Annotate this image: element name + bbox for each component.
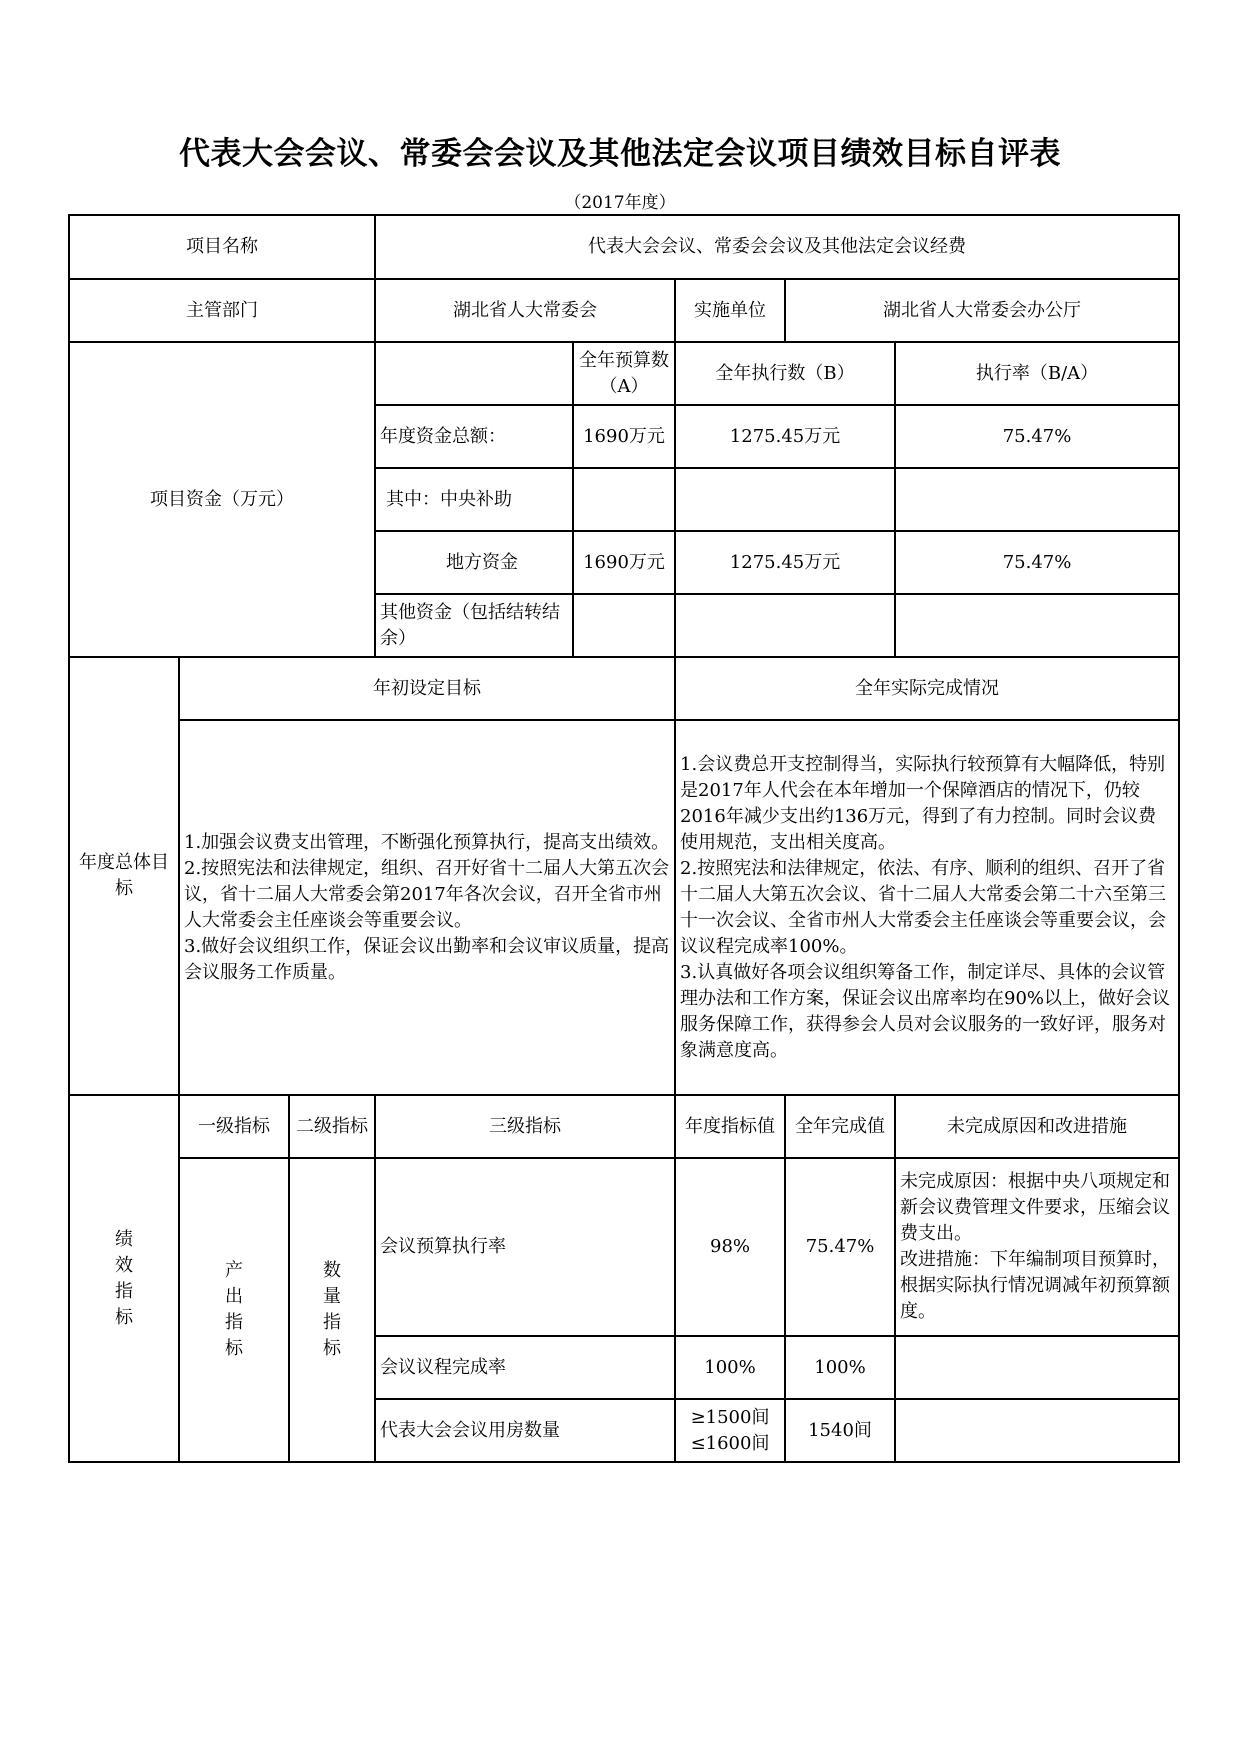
funds-row-other-budget xyxy=(573,594,675,657)
funds-label: 项目资金（万元） xyxy=(69,342,375,657)
unit-label: 实施单位 xyxy=(675,279,785,342)
goals-actual-line: 1.会议费总开支控制得当，实际执行较预算有大幅降低，特别是2017年人代会在本年增加一个保障酒店的情况下，仍较2016年减少支出约136万元，得到了有力控制。同时会议费使用规范，支出相关度高。 xyxy=(680,753,1166,853)
funds-row-other-exec xyxy=(675,594,895,657)
funds-row-local-label: 地方资金 xyxy=(375,531,573,594)
funds-col-exec: 全年执行数（B） xyxy=(675,342,895,405)
funds-col-budget: 全年预算数（A） xyxy=(573,342,675,405)
indicator-row-target: 100% xyxy=(675,1336,785,1399)
indicators-col-level3: 三级指标 xyxy=(375,1095,675,1158)
funds-row-total-exec: 1275.45万元 xyxy=(675,405,895,468)
funds-row-total-rate: 75.47% xyxy=(895,405,1179,468)
dept-value: 湖北省人大常委会 xyxy=(375,279,675,342)
indicator-row-name: 会议议程完成率 xyxy=(375,1336,675,1399)
funds-row-local-exec: 1275.45万元 xyxy=(675,531,895,594)
funds-col-rate: 执行率（B/A） xyxy=(895,342,1179,405)
funds-row-central-exec xyxy=(675,468,895,531)
indicators-col-actual: 全年完成值 xyxy=(785,1095,895,1158)
project-name-label: 项目名称 xyxy=(69,215,375,279)
funds-row-local-budget: 1690万元 xyxy=(573,531,675,594)
funds-row-local-rate: 75.47% xyxy=(895,531,1179,594)
goals-actual-line: 2.按照宪法和法律规定，依法、有序、顺利的组织、召开了省十二届人大第五次会议、省十二届人大常委会第二十六至第三十一次会议、全省市州人大常委会主任座谈会等重要会议，会议议程完成率100%。 xyxy=(680,857,1167,957)
indicators-col-reason: 未完成原因和改进措施 xyxy=(895,1095,1179,1158)
indicator-reason-line: 改进措施：下年编制项目预算时，根据实际执行情况调减年初预算额度。 xyxy=(900,1249,1171,1322)
funds-row-other-rate xyxy=(895,594,1179,657)
indicator-target-line: ≤1600间 xyxy=(690,1432,770,1454)
goals-set-line: 1.加强会议费支出管理，不断强化预算执行，提高支出绩效。 xyxy=(184,831,670,853)
page-subtitle: （2017年度） xyxy=(564,193,676,213)
indicators-col-target: 年度指标值 xyxy=(675,1095,785,1158)
goals-set-text xyxy=(179,720,675,1095)
indicator-row-target: 98% xyxy=(675,1158,785,1336)
evaluation-table xyxy=(68,214,1180,1463)
indicator-target-line: ≥1500间 xyxy=(690,1406,770,1428)
indicators-label: 绩 效 指 标 xyxy=(69,1095,179,1462)
goals-actual-text xyxy=(675,720,1179,1095)
project-name-value: 代表大会会议、常委会会议及其他法定会议经费 xyxy=(375,215,1179,279)
indicator-row-target xyxy=(675,1399,785,1462)
unit-value: 湖北省人大常委会办公厅 xyxy=(785,279,1179,342)
indicator-row-actual: 1540间 xyxy=(785,1399,895,1462)
goals-label: 年度总体目标 xyxy=(69,657,179,1095)
funds-row-central-budget xyxy=(573,468,675,531)
goals-actual-header: 全年实际完成情况 xyxy=(675,657,1179,720)
page-title: 代表大会会议、常委会会议及其他法定会议项目绩效目标自评表 xyxy=(179,136,1061,172)
indicators-col-level2: 二级指标 xyxy=(289,1095,375,1158)
goals-set-header: 年初设定目标 xyxy=(179,657,675,720)
funds-row-other-label: 其他资金（包括结转结余） xyxy=(375,594,573,657)
indicator-row-reason xyxy=(895,1399,1179,1462)
indicator-row-actual: 100% xyxy=(785,1336,895,1399)
goals-set-line: 2.按照宪法和法律规定，组织、召开好省十二届人大第五次会议，省十二届人大常委会第2017年各次会议，召开全省市州人大常委会主任座谈会等重要会议。 xyxy=(184,857,670,931)
indicator-row-actual: 75.47% xyxy=(785,1158,895,1336)
funds-row-total-budget: 1690万元 xyxy=(573,405,675,468)
indicator-row-reason xyxy=(895,1336,1179,1399)
funds-row-central-label: 其中：中央补助 xyxy=(375,468,573,531)
indicator-reason-line: 未完成原因：根据中央八项规定和新会议费管理文件要求，压缩会议费支出。 xyxy=(900,1171,1171,1244)
goals-actual-line: 3.认真做好各项会议组织筹备工作，制定详尽、具体的会议管理办法和工作方案，保证会议出席率均在90%以上，做好会议服务保障工作，获得参会人员对会议服务的一致好评，服务对象满意度高。 xyxy=(680,961,1171,1061)
indicator-row-name: 代表大会会议用房数量 xyxy=(375,1399,675,1462)
indicator-row-name: 会议预算执行率 xyxy=(375,1158,675,1336)
indicator-level1: 产 出 指 标 xyxy=(179,1158,289,1462)
indicator-level2: 数 量 指 标 xyxy=(289,1158,375,1462)
funds-row-total-label: 年度资金总额： xyxy=(375,405,573,468)
funds-header-blank xyxy=(375,342,573,405)
funds-row-central-rate xyxy=(895,468,1179,531)
indicator-row-reason xyxy=(895,1158,1179,1336)
dept-label: 主管部门 xyxy=(69,279,375,342)
goals-set-line: 3.做好会议组织工作，保证会议出勤率和会议审议质量，提高会议服务工作质量。 xyxy=(184,935,670,983)
indicators-col-level1: 一级指标 xyxy=(179,1095,289,1158)
